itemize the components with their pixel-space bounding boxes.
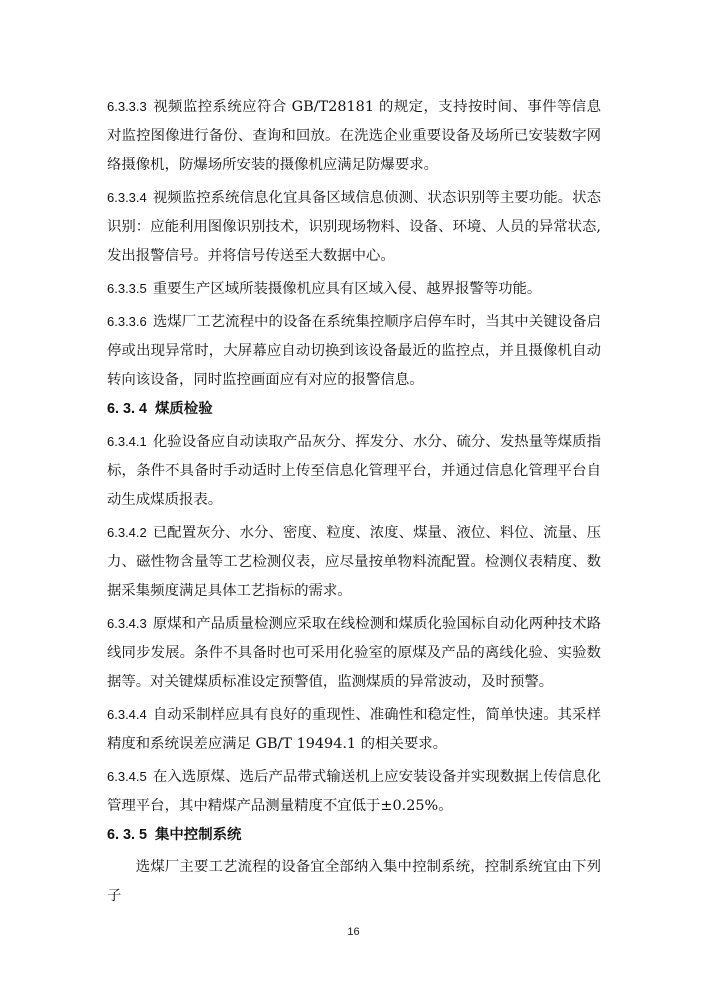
clause-text: 自动采制样应具有良好的重现性、准确性和稳定性，简单快速。其采样精度和系统误差应满足 GB/T 19494.1 的相关要求。 [107,707,601,752]
clause-number: 6.3.4.1 [107,434,147,449]
clause-text: 在入选原煤、选后产品带式输送机上应安装设备并实现数据上传信息化管理平台，其中精煤产品测量精度不宜低于±0.25%。 [107,769,601,814]
clause-number: 6.3.3.5 [107,281,147,296]
document-body [107,92,601,911]
clause-text: 原煤和产品质量检测应采取在线检测和煤质化验国标自动化两种技术路线同步发展。条件不具备时也可采用化验室的原煤及产品的离线化验、实验数据等。对关键煤质标准设定预警值，监测煤质的异常波动，及时预警。 [107,616,601,690]
clause-6-3-4-4 [107,700,601,759]
clause-6-3-4-1 [107,427,601,515]
section-number: 6. 3. 4 [107,401,148,417]
clause-6-3-3-3 [107,92,601,180]
clause-6-3-3-5 [107,274,601,304]
section-number: 6. 3. 5 [107,827,148,843]
clause-text: 视频监控系统信息化宜具备区域信息侦测、状态识别等主要功能。状态识别：应能利用图像识别技术，识别现场物料、设备、环境、人员的异常状态,发出报警信号。并将信号传送至大数据中心。 [107,190,601,264]
clause-6-3-4-5 [107,762,601,821]
clause-6-3-4-3 [107,609,601,697]
clause-text: 化验设备应自动读取产品灰分、挥发分、水分、硫分、发热量等煤质指标，条件不具备时手动适时上传至信息化管理平台，并通过信息化管理平台自动生成煤质报表。 [107,434,601,508]
section-heading-6-3-5 [107,821,601,850]
section-intro-paragraph [107,853,601,911]
section-title: 煤质检验 [155,401,213,417]
clause-text: 已配置灰分、水分、密度、粒度、浓度、煤量、液位、料位、流量、压力、磁性物含量等工艺检测仪表，应尽量按单物料流配置。检测仪表精度、数据采集频度满足具体工艺指标的需求。 [107,525,601,599]
clause-text: 选煤厂工艺流程中的设备在系统集控顺序启停车时，当其中关键设备启停或出现异常时，大屏幕应自动切换到该设备最近的监控点，并且摄像机自动转向该设备，同时监控画面应有对应的报警信息。 [107,314,601,388]
clause-number: 6.3.4.2 [107,525,147,540]
clause-text: 重要生产区域所装摄像机应具有区域入侵、越界报警等功能。 [152,281,542,297]
clause-number: 6.3.3.6 [107,314,147,329]
clause-number: 6.3.3.3 [107,99,147,114]
clause-number: 6.3.4.5 [107,769,147,784]
clause-number: 6.3.4.3 [107,616,147,631]
paragraph-text: 选煤厂主要工艺流程的设备宜全部纳入集中控制系统，控制系统宜由下列子 [107,859,601,904]
page-number: 16 [347,926,360,938]
clause-6-3-3-6 [107,307,601,395]
clause-number: 6.3.3.4 [107,190,147,205]
clause-number: 6.3.4.4 [107,707,147,722]
clause-6-3-4-2 [107,518,601,606]
clause-6-3-3-4 [107,183,601,271]
clause-text: 视频监控系统应符合 GB/T28181 的规定，支持按时间、事件等信息对监控图像进行备份、查询和回放。在洗选企业重要设备及场所已安装数字网络摄像机，防爆场所安装的摄像机应满足防爆要求。 [107,99,601,173]
section-heading-6-3-4 [107,395,601,424]
section-title: 集中控制系统 [155,827,242,843]
